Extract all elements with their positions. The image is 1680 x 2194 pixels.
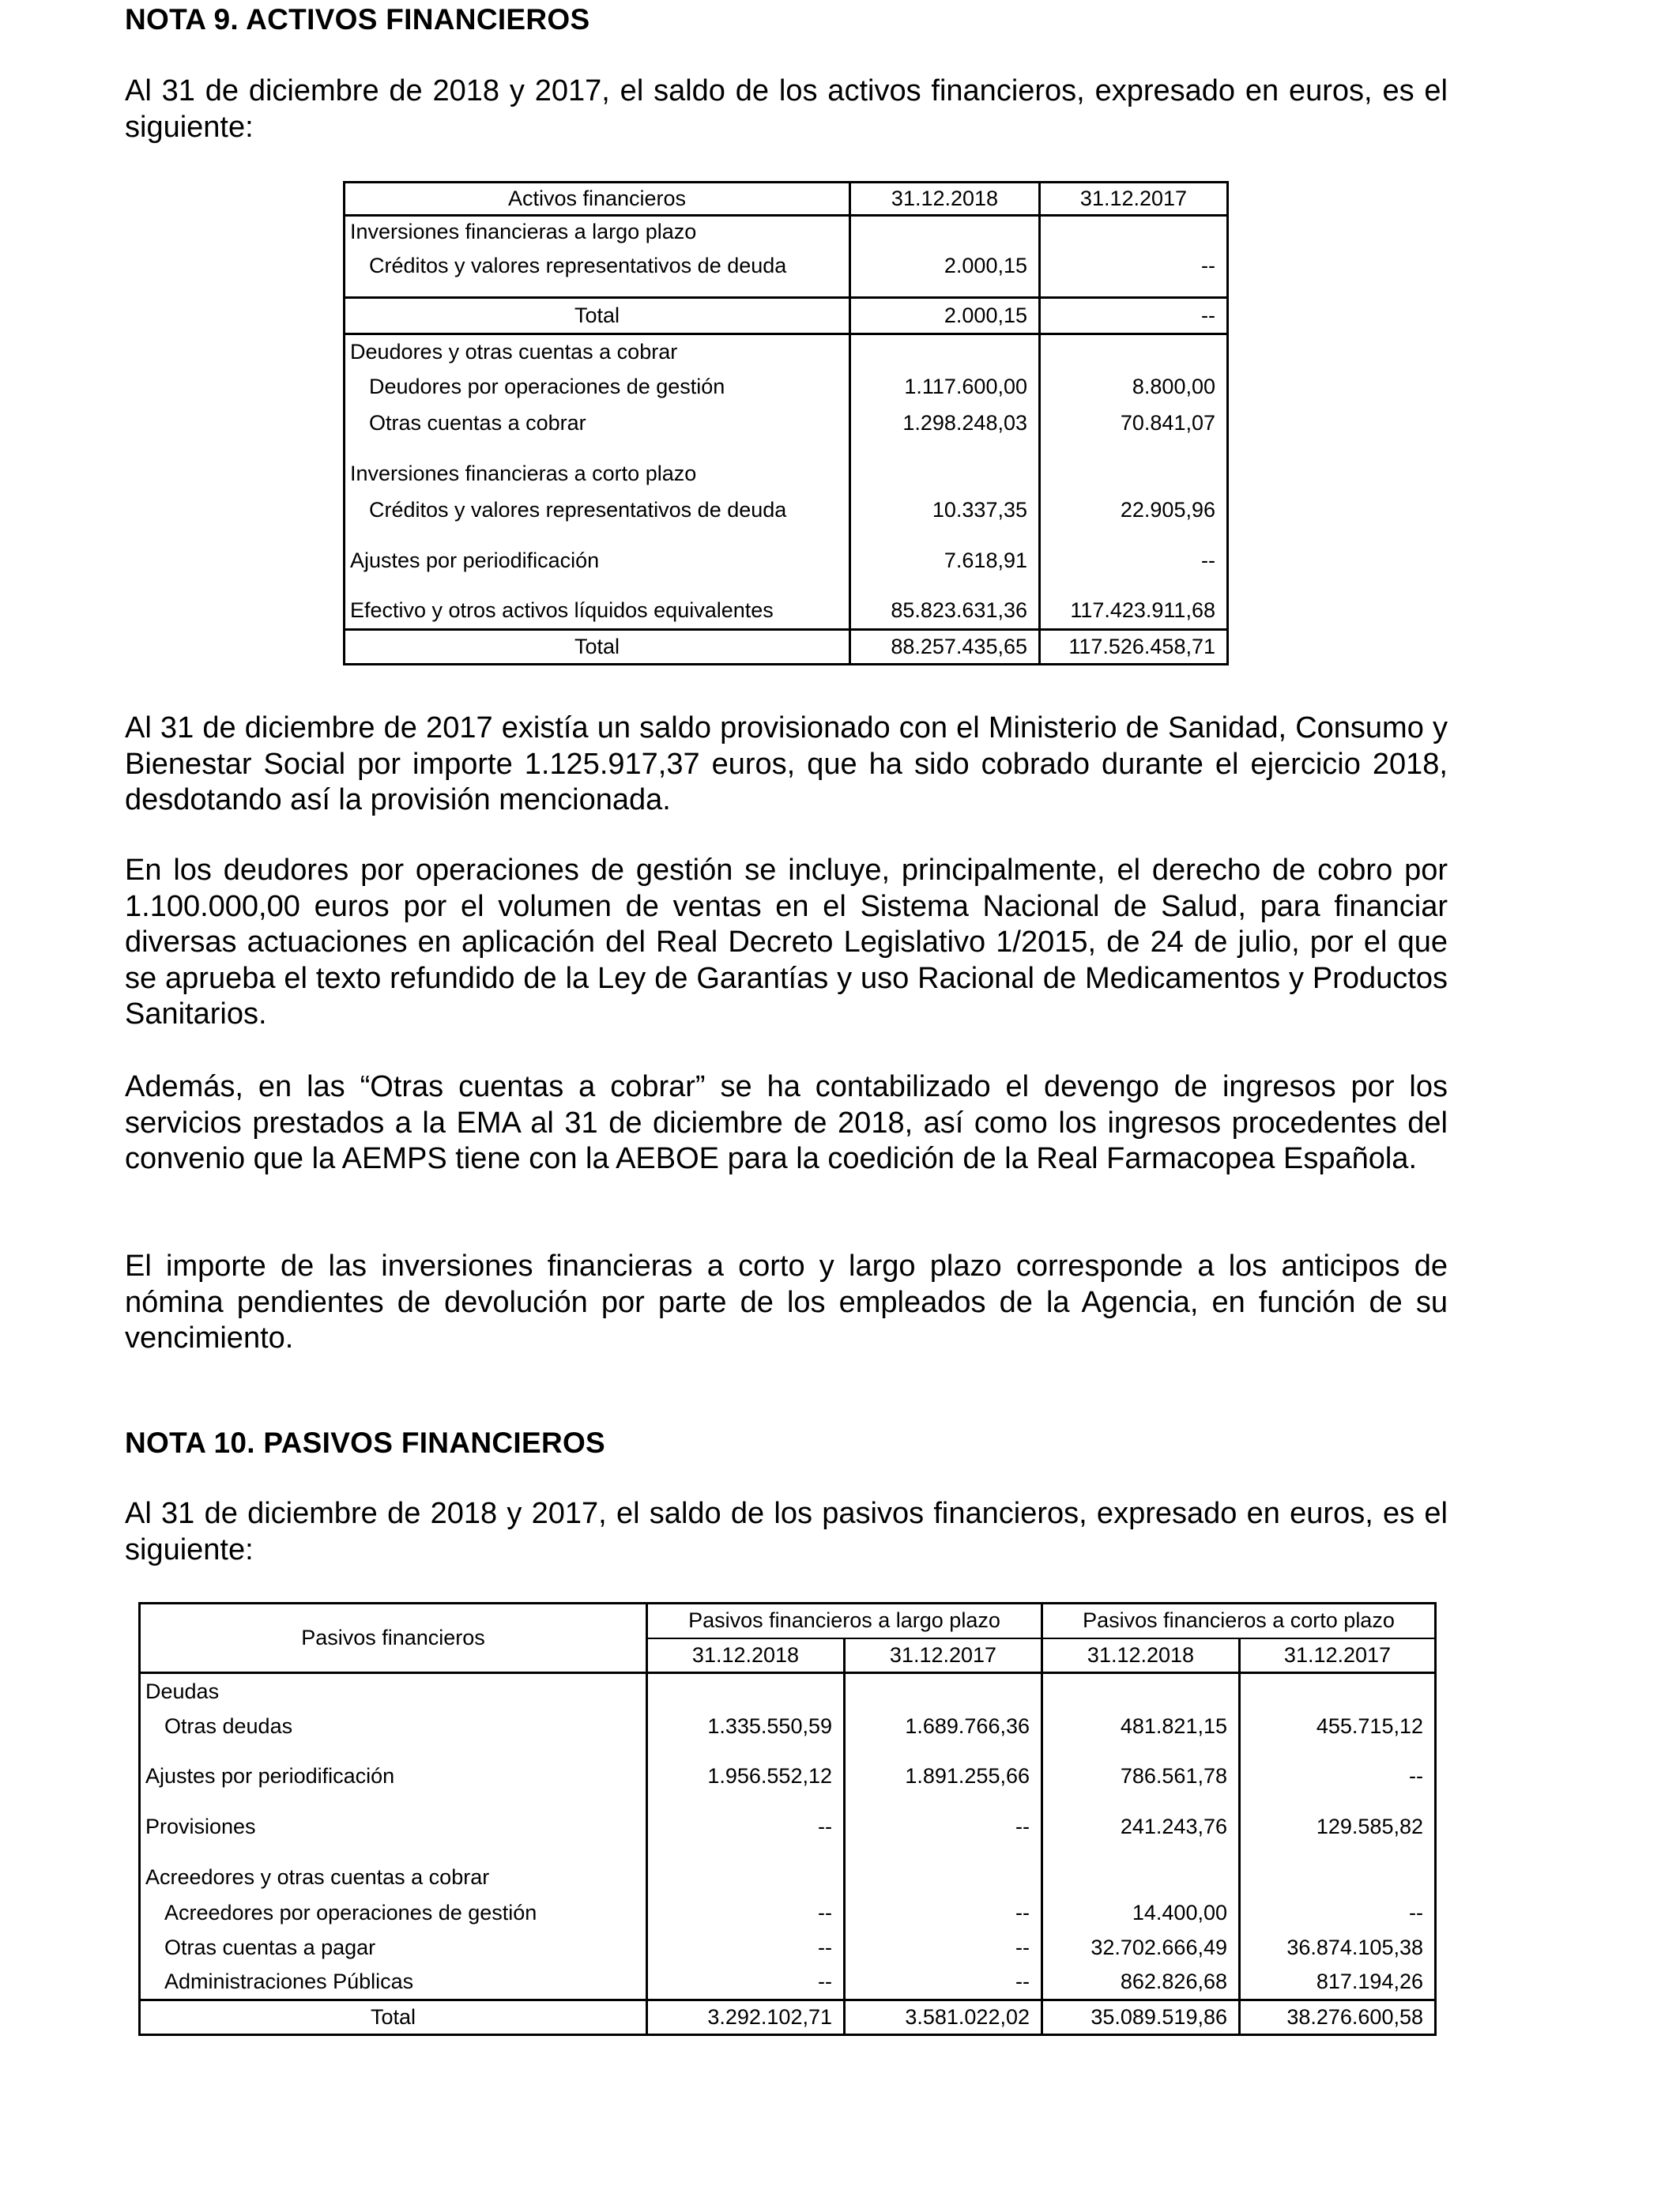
row-label: Provisiones bbox=[140, 1809, 647, 1845]
value-cell bbox=[1042, 1673, 1240, 1710]
header-date: 31.12.2018 bbox=[647, 1638, 845, 1673]
value-cell: 1.891.255,66 bbox=[845, 1759, 1042, 1795]
row-label: Otras deudas bbox=[140, 1710, 647, 1744]
table-row bbox=[140, 1710, 1436, 1744]
pasivos-financieros-table bbox=[138, 1602, 1437, 2036]
value-cell: 14.400,00 bbox=[1042, 1896, 1240, 1931]
value-2017: 70.841,07 bbox=[1120, 411, 1215, 435]
spacer-row bbox=[345, 285, 1228, 298]
row-label: Ajustes por periodificación bbox=[140, 1759, 647, 1795]
value-cell: -- bbox=[845, 1931, 1042, 1966]
table-row-total bbox=[345, 298, 1228, 334]
value-2017 bbox=[1040, 216, 1228, 247]
row-label: Otras cuentas a pagar bbox=[140, 1931, 647, 1966]
value-cell bbox=[647, 1860, 845, 1896]
row-label: Ajustes por periodificación bbox=[345, 543, 850, 579]
nota9-paragraph-1: Al 31 de diciembre de 2017 existía un saldo provisionado con el Ministerio de Sanidad, Consumo y Bienestar Social por importe 1.125.917,37 euros, que ha sido cobrado durante el ejercicio 2018, desdotando así la provisión mencionada. bbox=[125, 711, 1448, 816]
row-label: Total bbox=[140, 2000, 647, 2035]
value-cell: 35.089.519,86 bbox=[1042, 2000, 1240, 2035]
table-row bbox=[140, 1673, 1436, 1710]
value-2018 bbox=[850, 216, 1040, 247]
value-cell: 481.821,15 bbox=[1042, 1710, 1240, 1744]
value-2018: 1.117.600,00 bbox=[850, 369, 1040, 405]
value-cell: -- bbox=[647, 1809, 845, 1845]
value-2018: 2.000,15 bbox=[850, 247, 1040, 285]
header-cell: Pasivos financieros bbox=[140, 1604, 647, 1673]
table-row bbox=[345, 594, 1228, 630]
value-cell: -- bbox=[845, 1896, 1042, 1931]
header-group-short: Pasivos financieros a corto plazo bbox=[1042, 1604, 1436, 1638]
nota9-paragraph-3: Además, en las “Otras cuentas a cobrar” se ha contabilizado el devengo de ingresos por los servicios prestados a la EMA al 31 de diciembre de 2018, así como los ingresos procedentes del convenio que la AEMPS tiene con la AEBOE para la coedición de la Real Farmacopea Española. bbox=[125, 1070, 1448, 1175]
nota9-heading: NOTA 9. ACTIVOS FINANCIEROS bbox=[125, 3, 590, 36]
spacer-row bbox=[345, 442, 1228, 456]
value-cell: 1.335.550,59 bbox=[647, 1710, 845, 1744]
row-label: Deudores por operaciones de gestión bbox=[345, 369, 850, 405]
row-label: Acreedores por operaciones de gestión bbox=[140, 1896, 647, 1931]
table-row bbox=[140, 1759, 1436, 1795]
table-row bbox=[345, 369, 1228, 405]
table-row bbox=[345, 492, 1228, 529]
value-2017 bbox=[1040, 456, 1228, 492]
value-2018: 2.000,15 bbox=[850, 298, 1040, 334]
value-cell bbox=[845, 1673, 1042, 1710]
row-label: Acreedores y otras cuentas a cobrar bbox=[140, 1860, 647, 1896]
nota10-heading: NOTA 10. PASIVOS FINANCIEROS bbox=[125, 1427, 606, 1459]
value-cell: 129.585,82 bbox=[1316, 1815, 1423, 1838]
value-cell bbox=[1240, 1673, 1436, 1710]
table-row bbox=[140, 1966, 1436, 2000]
table-header-row bbox=[140, 1604, 1436, 1638]
value-cell: 36.874.105,38 bbox=[1286, 1936, 1423, 1959]
table-row bbox=[345, 247, 1228, 285]
row-label: Créditos y valores representativos de deuda bbox=[345, 492, 850, 529]
header-date: 31.12.2018 bbox=[1042, 1638, 1240, 1673]
value-cell bbox=[1042, 1860, 1240, 1896]
value-cell: -- bbox=[647, 1931, 845, 1966]
value-2018: 1.298.248,03 bbox=[850, 405, 1040, 442]
value-cell bbox=[647, 1673, 845, 1710]
value-2017: 8.800,00 bbox=[1132, 375, 1215, 398]
value-2017: -- bbox=[1201, 548, 1215, 572]
value-cell: 3.292.102,71 bbox=[647, 2000, 845, 2035]
table-row-total bbox=[140, 2000, 1436, 2035]
table-row bbox=[140, 1809, 1436, 1845]
row-label: Créditos y valores representativos de deuda bbox=[345, 247, 850, 285]
header-cell: Activos financieros bbox=[345, 183, 850, 216]
value-cell: -- bbox=[647, 1896, 845, 1931]
value-cell: 1.956.552,12 bbox=[647, 1759, 845, 1795]
value-2017: 117.526.458,71 bbox=[1040, 630, 1228, 665]
nota9-paragraph-2: En los deudores por operaciones de gestión se incluye, principalmente, el derecho de cobro por 1.100.000,00 euros por el volumen de ventas en el Sistema Nacional de Salud, para financiar diversas actuaciones en aplicación del Real Decreto Legislativo 1/2015, de 24 de julio, por el que se aprueba el texto refundido de la Ley de Garantías y uso Racional de Medicamentos y Productos Sanitarios. bbox=[125, 854, 1448, 1031]
nota9-intro: Al 31 de diciembre de 2018 y 2017, el saldo de los activos financieros, expresado en euros, es el siguiente: bbox=[125, 74, 1448, 144]
value-2017: 117.423.911,68 bbox=[1070, 598, 1215, 623]
spacer-row bbox=[345, 579, 1228, 594]
row-label: Deudas bbox=[140, 1673, 647, 1710]
nota9-paragraph-4: El importe de las inversiones financieras a corto y largo plazo corresponde a los anticipos de nómina pendientes de devolución por parte de los empleados de la Agencia, en función de su vencimiento. bbox=[125, 1250, 1448, 1355]
header-cell: 31.12.2018 bbox=[850, 183, 1040, 216]
value-2018: 85.823.631,36 bbox=[850, 594, 1040, 630]
header-group-long: Pasivos financieros a largo plazo bbox=[647, 1604, 1042, 1638]
value-cell bbox=[1240, 1860, 1436, 1896]
header-date: 31.12.2017 bbox=[845, 1638, 1042, 1673]
value-2017: -- bbox=[1201, 254, 1215, 277]
row-label: Total bbox=[345, 298, 850, 334]
value-2018 bbox=[850, 334, 1040, 369]
value-2018: 88.257.435,65 bbox=[850, 630, 1040, 665]
spacer-row bbox=[140, 1795, 1436, 1809]
table-row bbox=[140, 1931, 1436, 1966]
table-row bbox=[140, 1860, 1436, 1896]
table-row bbox=[345, 543, 1228, 579]
table-row bbox=[140, 1896, 1436, 1931]
value-cell: -- bbox=[845, 1809, 1042, 1845]
value-cell: -- bbox=[647, 1966, 845, 2000]
row-label: Administraciones Públicas bbox=[140, 1966, 647, 2000]
value-2018: 10.337,35 bbox=[850, 492, 1040, 529]
value-cell: 786.561,78 bbox=[1042, 1759, 1240, 1795]
nota10-intro: Al 31 de diciembre de 2018 y 2017, el saldo de los pasivos financieros, expresado en euros, es el siguiente: bbox=[125, 1497, 1448, 1566]
value-2018 bbox=[850, 456, 1040, 492]
table-row bbox=[345, 405, 1228, 442]
value-cell: 241.243,76 bbox=[1042, 1809, 1240, 1845]
spacer-row bbox=[140, 1845, 1436, 1860]
table-row-total bbox=[345, 630, 1228, 665]
spacer-row bbox=[345, 529, 1228, 543]
table-header-row bbox=[345, 183, 1228, 216]
value-2017: 22.905,96 bbox=[1120, 498, 1215, 522]
row-label: Total bbox=[345, 630, 850, 665]
header-date: 31.12.2017 bbox=[1240, 1638, 1436, 1673]
spacer-row bbox=[140, 1744, 1436, 1759]
value-cell: -- bbox=[845, 1966, 1042, 2000]
table-row bbox=[345, 334, 1228, 369]
value-2018: 7.618,91 bbox=[850, 543, 1040, 579]
value-cell: 3.581.022,02 bbox=[845, 2000, 1042, 2035]
header-cell: 31.12.2017 bbox=[1040, 183, 1228, 216]
row-label: Inversiones financieras a corto plazo bbox=[345, 456, 850, 492]
row-label: Efectivo y otros activos líquidos equivalentes bbox=[345, 594, 850, 630]
table-row bbox=[345, 456, 1228, 492]
value-cell: 38.276.600,58 bbox=[1240, 2000, 1436, 2035]
value-cell: 455.715,12 bbox=[1316, 1714, 1423, 1738]
value-cell: 1.689.766,36 bbox=[845, 1710, 1042, 1744]
row-label: Inversiones financieras a largo plazo bbox=[345, 216, 850, 247]
value-cell: 862.826,68 bbox=[1042, 1966, 1240, 2000]
value-2017 bbox=[1040, 334, 1228, 369]
activos-financieros-table bbox=[343, 181, 1229, 665]
row-label: Otras cuentas a cobrar bbox=[345, 405, 850, 442]
value-cell bbox=[845, 1860, 1042, 1896]
value-cell: 817.194,26 bbox=[1316, 1970, 1423, 1994]
row-label: Deudores y otras cuentas a cobrar bbox=[345, 334, 850, 369]
value-2017: -- bbox=[1040, 298, 1228, 334]
table-row bbox=[345, 216, 1228, 247]
value-cell: 32.702.666,49 bbox=[1042, 1931, 1240, 1966]
value-cell: -- bbox=[1409, 1901, 1423, 1924]
value-cell: -- bbox=[1409, 1764, 1423, 1788]
